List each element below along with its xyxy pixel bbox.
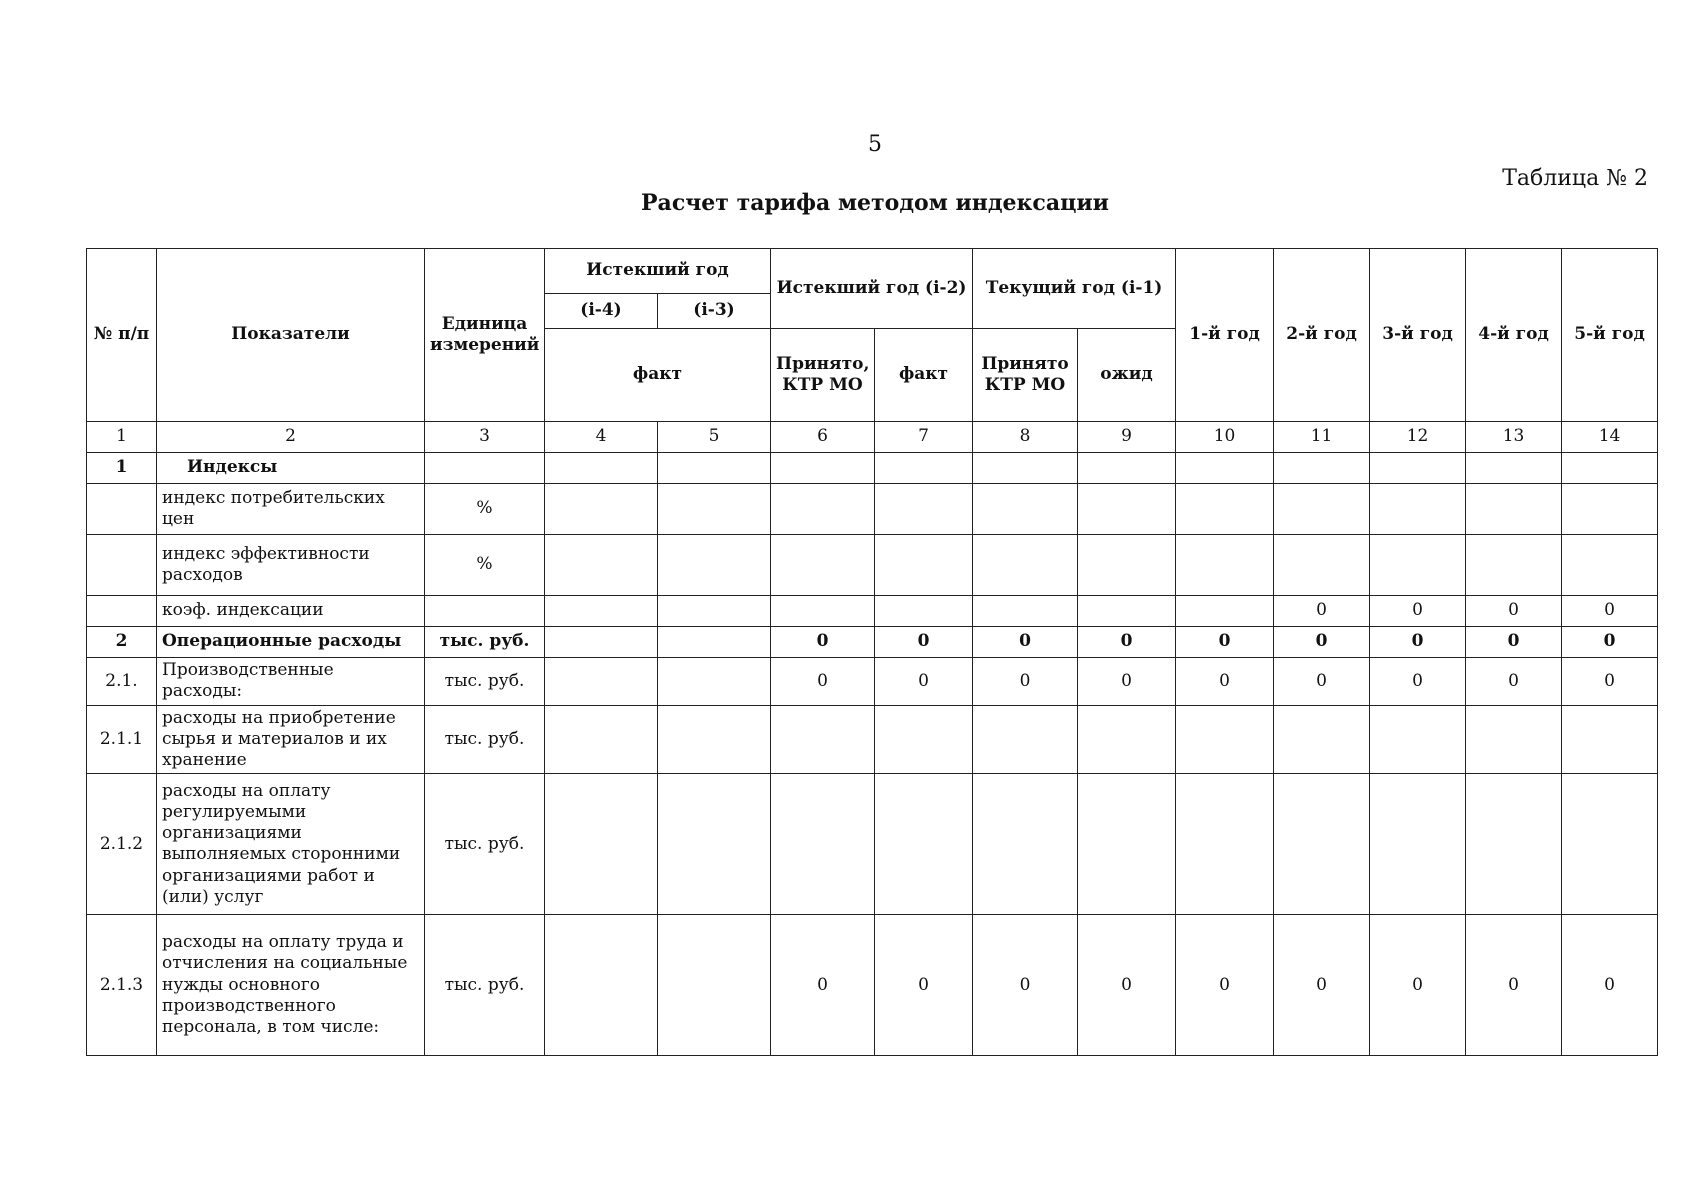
row-value: 0 [1176, 658, 1274, 706]
row-value [973, 484, 1078, 535]
row-name: расходы на оплату регулируемыми организациями выполняемых сторонними организациями работ и (или) услуг [157, 774, 425, 915]
row-value [658, 484, 771, 535]
column-number: 4 [545, 422, 658, 453]
row-value [875, 774, 973, 915]
row-number: 2.1.1 [87, 705, 157, 774]
column-number: 1 [87, 422, 157, 453]
header-expected: ожид [1078, 329, 1176, 422]
row-value: 0 [1078, 658, 1176, 706]
row-value: 0 [771, 627, 875, 658]
row-value [973, 774, 1078, 915]
table-row [87, 658, 1658, 706]
row-value [1078, 453, 1176, 484]
row-value [1562, 705, 1658, 774]
row-value [875, 484, 973, 535]
row-value: 0 [875, 658, 973, 706]
row-value [545, 627, 658, 658]
row-value [973, 535, 1078, 596]
row-number: 1 [87, 453, 157, 484]
row-number: 2.1. [87, 658, 157, 706]
row-value [1274, 453, 1370, 484]
row-value [875, 453, 973, 484]
row-value [1562, 453, 1658, 484]
row-value: 0 [973, 627, 1078, 658]
table-row [87, 596, 1658, 627]
row-value [658, 453, 771, 484]
row-value [771, 596, 875, 627]
row-name: расходы на оплату труда и отчисления на социальные нужды основного производственного персонала, в том числе: [157, 915, 425, 1056]
row-name: Операционные расходы [157, 627, 425, 658]
row-value [1466, 453, 1562, 484]
row-value [545, 705, 658, 774]
row-value [1370, 484, 1466, 535]
row-value: 0 [1078, 915, 1176, 1056]
table-row [87, 453, 1658, 484]
header-unit: Единица измерений [425, 249, 545, 422]
column-number: 6 [771, 422, 875, 453]
row-value: 0 [1176, 627, 1274, 658]
row-value [1466, 484, 1562, 535]
row-name: индекс эффективности расходов [157, 535, 425, 596]
row-value [658, 627, 771, 658]
row-name: Индексы [157, 453, 425, 484]
column-number: 8 [973, 422, 1078, 453]
header-fact-b: факт [875, 329, 973, 422]
row-value [1274, 535, 1370, 596]
row-value [658, 774, 771, 915]
row-number: 2.1.3 [87, 915, 157, 1056]
header-accepted-ktr-b: Принято КТР МО [973, 329, 1078, 422]
row-value: 0 [875, 915, 973, 1056]
row-unit: % [425, 484, 545, 535]
row-number: 2 [87, 627, 157, 658]
row-value: 0 [1466, 915, 1562, 1056]
row-value: 0 [973, 658, 1078, 706]
row-value: 0 [1274, 915, 1370, 1056]
row-value [1176, 774, 1274, 915]
row-value: 0 [1078, 627, 1176, 658]
table-row [87, 705, 1658, 774]
row-unit [425, 596, 545, 627]
row-value [545, 658, 658, 706]
row-value: 0 [1274, 627, 1370, 658]
header-sub-i4: (i-4) [545, 294, 658, 329]
row-value [545, 453, 658, 484]
page-number: 5 [868, 132, 882, 157]
row-value: 0 [1370, 658, 1466, 706]
row-value [973, 596, 1078, 627]
row-value [1370, 535, 1466, 596]
header-no: № п/п [87, 249, 157, 422]
row-value [1370, 774, 1466, 915]
header-fact-merged: факт [545, 329, 771, 422]
header-current-year: Текущий год (i-1) [973, 249, 1176, 329]
row-value [771, 774, 875, 915]
header-indicators: Показатели [157, 249, 425, 422]
row-value: 0 [771, 658, 875, 706]
row-unit: тыс. руб. [425, 627, 545, 658]
row-value: 0 [771, 915, 875, 1056]
row-unit: тыс. руб. [425, 705, 545, 774]
row-value: 0 [1370, 915, 1466, 1056]
header-past-year-a: Истекший год [545, 249, 771, 294]
row-value [658, 705, 771, 774]
row-number [87, 596, 157, 627]
row-number [87, 484, 157, 535]
row-unit: % [425, 535, 545, 596]
row-value [1176, 596, 1274, 627]
column-numbers-row [87, 422, 1658, 453]
row-value [771, 705, 875, 774]
row-value [875, 535, 973, 596]
row-value [658, 535, 771, 596]
row-name: расходы на приобретение сырья и материалов и их хранение [157, 705, 425, 774]
table-row [87, 627, 1658, 658]
row-value [1370, 705, 1466, 774]
header-row-1 [87, 249, 1658, 294]
column-number: 11 [1274, 422, 1370, 453]
column-number: 7 [875, 422, 973, 453]
header-year-1: 1-й год [1176, 249, 1274, 422]
row-value [1370, 453, 1466, 484]
row-value [973, 453, 1078, 484]
row-number: 2.1.2 [87, 774, 157, 915]
row-value [771, 535, 875, 596]
row-value [875, 596, 973, 627]
row-name: Производственные расходы: [157, 658, 425, 706]
row-name: индекс потребительских цен [157, 484, 425, 535]
row-value [658, 658, 771, 706]
row-value: 0 [1370, 596, 1466, 627]
row-name: коэф. индексации [157, 596, 425, 627]
row-value [1078, 705, 1176, 774]
row-value [545, 484, 658, 535]
row-value [1466, 535, 1562, 596]
column-number: 13 [1466, 422, 1562, 453]
row-value: 0 [1562, 915, 1658, 1056]
row-value [771, 453, 875, 484]
header-year-4: 4-й год [1466, 249, 1562, 422]
row-value [1176, 453, 1274, 484]
header-year-3: 3-й год [1370, 249, 1466, 422]
table-row [87, 774, 1658, 915]
row-value [1562, 484, 1658, 535]
row-value [973, 705, 1078, 774]
column-number: 10 [1176, 422, 1274, 453]
header-past-year-b: Истекший год (i-2) [771, 249, 973, 329]
table-row [87, 535, 1658, 596]
column-number: 2 [157, 422, 425, 453]
column-number: 14 [1562, 422, 1658, 453]
row-value [1078, 774, 1176, 915]
row-value: 0 [1562, 658, 1658, 706]
row-value [545, 535, 658, 596]
row-value [1274, 774, 1370, 915]
column-number: 3 [425, 422, 545, 453]
row-value [1274, 705, 1370, 774]
row-unit: тыс. руб. [425, 658, 545, 706]
row-value: 0 [1370, 627, 1466, 658]
row-value [1078, 535, 1176, 596]
header-year-2: 2-й год [1274, 249, 1370, 422]
row-value: 0 [1466, 627, 1562, 658]
table-row [87, 915, 1658, 1056]
row-value: 0 [973, 915, 1078, 1056]
row-value [658, 596, 771, 627]
row-value [1466, 705, 1562, 774]
table-row [87, 484, 1658, 535]
row-value [1176, 484, 1274, 535]
row-value: 0 [1466, 596, 1562, 627]
column-number: 5 [658, 422, 771, 453]
row-value: 0 [1176, 915, 1274, 1056]
table-label: Таблица № 2 [1502, 166, 1648, 191]
row-value: 0 [1562, 627, 1658, 658]
row-number [87, 535, 157, 596]
row-value: 0 [1274, 596, 1370, 627]
row-unit: тыс. руб. [425, 915, 545, 1056]
row-value [545, 915, 658, 1056]
row-value: 0 [1562, 596, 1658, 627]
header-year-5: 5-й год [1562, 249, 1658, 422]
row-value: 0 [875, 627, 973, 658]
row-value [875, 705, 973, 774]
row-unit: тыс. руб. [425, 774, 545, 915]
tariff-calculation-table [86, 248, 1658, 1056]
column-number: 9 [1078, 422, 1176, 453]
row-unit [425, 453, 545, 484]
row-value [1466, 774, 1562, 915]
header-sub-i3: (i-3) [658, 294, 771, 329]
row-value [771, 484, 875, 535]
header-accepted-ktr-a: Принято, КТР МО [771, 329, 875, 422]
row-value [1274, 484, 1370, 535]
row-value [1176, 535, 1274, 596]
row-value [658, 915, 771, 1056]
row-value [1078, 484, 1176, 535]
row-value [1078, 596, 1176, 627]
row-value [1562, 774, 1658, 915]
row-value [545, 596, 658, 627]
row-value [1176, 705, 1274, 774]
column-number: 12 [1370, 422, 1466, 453]
row-value [545, 774, 658, 915]
row-value [1562, 535, 1658, 596]
document-title: Расчет тарифа методом индексации [641, 190, 1109, 216]
row-value: 0 [1274, 658, 1370, 706]
row-value: 0 [1466, 658, 1562, 706]
